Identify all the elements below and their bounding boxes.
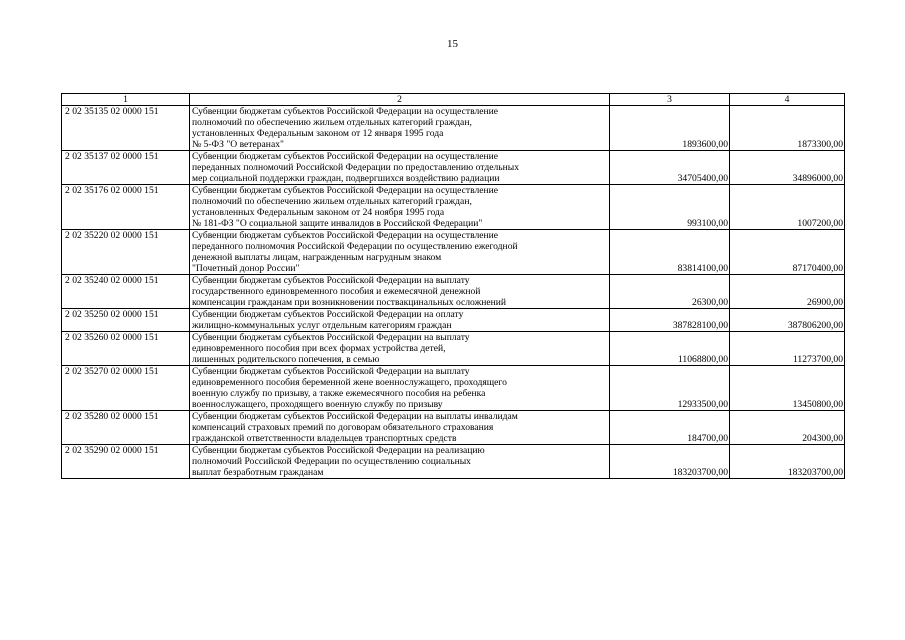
table-row [62,185,845,230]
description-line: Субвенции бюджетам субъектов Российской Федерации на осуществление [192,230,499,241]
budget-code: 2 02 35270 02 0000 151 [62,366,190,411]
description-line: выплат безработным гражданам [192,467,324,478]
budget-description [190,185,610,230]
description-line: Субвенции бюджетам субъектов Российской Федерации на выплаты инвалидам [192,411,518,422]
table-row [62,366,845,411]
description-line: единовременного пособия беременной жене военнослужащего, проходящего [192,377,507,388]
amount-column-4: 183203700,00 [730,445,845,479]
description-line: Субвенции бюджетам субъектов Российской Федерации на выплату [192,275,470,286]
budget-code: 2 02 35290 02 0000 151 [62,445,190,479]
budget-description [190,332,610,366]
description-line: гражданской ответственности владельцев транспортных средств [192,433,457,444]
table-row [62,275,845,309]
description-line: военную службу по призыву, а также ежемесячного пособия на ребенка [192,388,486,399]
description-line: № 5-ФЗ "О ветеранах" [192,139,284,150]
amount-column-4: 1873300,00 [730,106,845,151]
amount-column-3: 34705400,00 [610,151,730,185]
table-row [62,332,845,366]
amount-column-4: 26900,00 [730,275,845,309]
column-header-1: 1 [62,94,190,106]
description-line: Субвенции бюджетам субъектов Российской Федерации на оплату [192,309,464,320]
amount-column-3: 11068800,00 [610,332,730,366]
amount-column-3: 184700,00 [610,411,730,445]
description-line: Субвенции бюджетам субъектов Российской Федерации на осуществление [192,151,499,162]
column-header-2: 2 [190,94,610,106]
table-row [62,230,845,275]
amount-column-3: 1893600,00 [610,106,730,151]
amount-column-4: 387806200,00 [730,309,845,332]
description-line: Субвенции бюджетам субъектов Российской Федерации на выплату [192,366,470,377]
amount-column-3: 387828100,00 [610,309,730,332]
column-header-3: 3 [610,94,730,106]
amount-column-3: 12933500,00 [610,366,730,411]
amount-column-4: 13450800,00 [730,366,845,411]
amount-column-4: 11273700,00 [730,332,845,366]
amount-column-4: 1007200,00 [730,185,845,230]
description-line: Субвенции бюджетам субъектов Российской Федерации на выплату [192,332,470,343]
table-header-row [62,94,845,106]
budget-table [61,93,845,479]
description-line: государственного единовременного пособия и ежемесячной денежной [192,286,481,297]
page-number: 15 [447,38,458,50]
budget-code: 2 02 35260 02 0000 151 [62,332,190,366]
description-line: Субвенции бюджетам субъектов Российской Федерации на осуществление [192,185,499,196]
description-line: жилищно-коммунальных услуг отдельным категориям граждан [192,320,452,331]
description-line: полномочий Российской Федерации по осуществлению социальных [192,456,471,467]
description-line: № 181-ФЗ "О социальной защите инвалидов в Российской Федерации" [192,218,483,229]
table-row [62,106,845,151]
budget-code: 2 02 35137 02 0000 151 [62,151,190,185]
amount-column-3: 83814100,00 [610,230,730,275]
table-row [62,411,845,445]
budget-description [190,309,610,332]
budget-code: 2 02 35220 02 0000 151 [62,230,190,275]
description-line: лишенных родительского попечения, в семью [192,354,380,365]
budget-code: 2 02 35176 02 0000 151 [62,185,190,230]
description-line: установленных Федеральным законом от 24 ноября 1995 года [192,207,445,218]
budget-description [190,366,610,411]
description-line: "Почетный донор России" [192,263,300,274]
budget-code: 2 02 35240 02 0000 151 [62,275,190,309]
budget-description [190,445,610,479]
budget-code: 2 02 35280 02 0000 151 [62,411,190,445]
budget-code: 2 02 35250 02 0000 151 [62,309,190,332]
budget-description [190,230,610,275]
description-line: компенсаций страховых премий по договорам обязательного страхования [192,422,494,433]
description-line: полномочий по обеспечению жильем отдельных категорий граждан, [192,196,472,207]
amount-column-3: 183203700,00 [610,445,730,479]
description-line: Субвенции бюджетам субъектов Российской Федерации на реализацию [192,445,485,456]
column-header-4: 4 [730,94,845,106]
description-line: мер социальной поддержки граждан, подвергшихся воздействию радиации [192,173,500,184]
description-line: Субвенции бюджетам субъектов Российской Федерации на осуществление [192,106,499,117]
amount-column-4: 87170400,00 [730,230,845,275]
amount-column-4: 34896000,00 [730,151,845,185]
amount-column-3: 26300,00 [610,275,730,309]
description-line: военнослужащего, проходящего военную службу по призыву [192,399,443,410]
table-row [62,445,845,479]
description-line: переданного полномочия Российской Федерации по осуществлению ежегодной [192,241,518,252]
amount-column-4: 204300,00 [730,411,845,445]
description-line: установленных Федеральным законом от 12 января 1995 года [192,128,444,139]
description-line: переданных полномочий Российской Федерации по предоставлению отдельных [192,162,520,173]
budget-description [190,411,610,445]
budget-description [190,275,610,309]
budget-description [190,106,610,151]
description-line: полномочий по обеспечению жильем отдельных категорий граждан, [192,117,472,128]
amount-column-3: 993100,00 [610,185,730,230]
description-line: единовременного пособия при всех формах устройства детей, [192,343,446,354]
budget-code: 2 02 35135 02 0000 151 [62,106,190,151]
description-line: компенсации гражданам при возникновении поствакцинальных осложнений [192,297,507,308]
description-line: денежной выплаты лицам, награжденным нагрудным знаком [192,252,442,263]
budget-description [190,151,610,185]
table-row [62,151,845,185]
table-row [62,309,845,332]
